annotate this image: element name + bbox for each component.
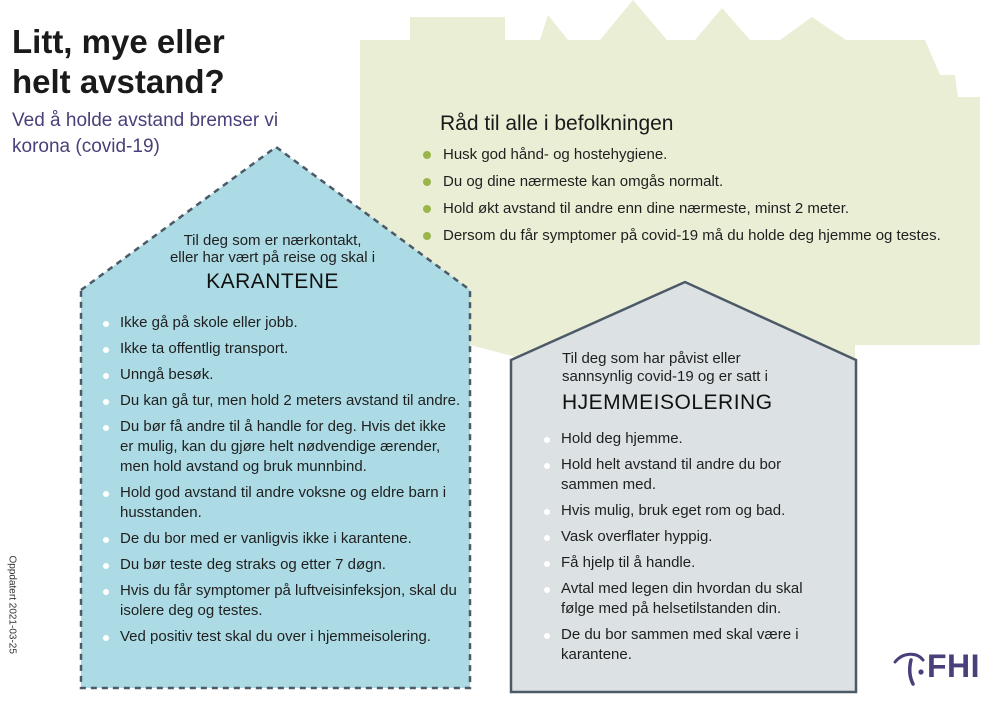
- subtitle-line-2: korona (covid-19): [12, 136, 160, 157]
- quarantine-item: Hvis du får symptomer på luftveisinfeksjon, skal du isolere deg og testes.: [100, 581, 462, 621]
- quarantine-intro: [140, 232, 405, 266]
- isolation-item: De du bor sammen med skal være i karantene.: [541, 625, 831, 665]
- quarantine-item: De du bor med er vanligvis ikke i karantene.: [100, 529, 462, 549]
- fhi-logo: [893, 648, 988, 690]
- quarantine-title: KARANTENE: [206, 270, 339, 293]
- quarantine-item: Ved positiv test skal du over i hjemmeisolering.: [100, 627, 462, 647]
- general-advice-item: Hold økt avstand til andre enn dine nærmeste, minst 2 meter.: [420, 199, 980, 226]
- general-advice-item: Dersom du får symptomer på covid-19 må du holde deg hjemme og testes.: [420, 226, 980, 253]
- isolation-list: [541, 429, 831, 671]
- fhi-logo-icon: [893, 648, 927, 690]
- isolation-title: HJEMMEISOLERING: [562, 391, 773, 414]
- quarantine-item: Unngå besøk.: [100, 365, 462, 385]
- page-title: [12, 22, 342, 102]
- quarantine-item: Du bør få andre til å handle for deg. Hvis det ikke er mulig, kan du gjøre helt nødvendige ærender, men hold avstand og bruk munnbind.: [100, 417, 462, 477]
- isolation-item: Hvis mulig, bruk eget rom og bad.: [541, 501, 831, 521]
- title-line-2: helt avstand?: [12, 63, 225, 100]
- general-advice-list: [420, 145, 980, 253]
- title-line-1: Litt, mye eller: [12, 23, 225, 60]
- isolation-item: Få hjelp til å handle.: [541, 553, 831, 573]
- subtitle-line-1: Ved å holde avstand bremser vi: [12, 110, 279, 131]
- isolation-item: Vask overflater hyppig.: [541, 527, 831, 547]
- general-advice-item: Husk god hånd- og hostehygiene.: [420, 145, 980, 172]
- isolation-item: Avtal med legen din hvordan du skal følge med på helsetilstanden din.: [541, 579, 831, 619]
- general-advice-item: Du og dine nærmeste kan omgås normalt.: [420, 172, 980, 199]
- updated-date: Oppdatert 2021-03-25: [6, 555, 18, 654]
- quarantine-list: [100, 313, 462, 653]
- general-advice-heading: Råd til alle i befolkningen: [440, 112, 674, 135]
- fhi-logo-text: FHI: [927, 648, 981, 684]
- page-subtitle: [12, 108, 342, 160]
- quarantine-item: Ikke gå på skole eller jobb.: [100, 313, 462, 333]
- quarantine-item: Ikke ta offentlig transport.: [100, 339, 462, 359]
- quarantine-item: Hold god avstand til andre voksne og eldre barn i husstanden.: [100, 483, 462, 523]
- isolation-intro: [562, 350, 822, 386]
- isolation-intro-line-2: sannsynlig covid-19 og er satt i: [562, 368, 768, 385]
- quarantine-intro-line-2: eller har vært på reise og skal i: [169, 249, 376, 266]
- quarantine-item: Du bør teste deg straks og etter 7 døgn.: [100, 555, 462, 575]
- isolation-item: Hold helt avstand til andre du bor sammen med.: [541, 455, 831, 495]
- quarantine-item: Du kan gå tur, men hold 2 meters avstand til andre.: [100, 391, 462, 411]
- isolation-item: Hold deg hjemme.: [541, 429, 831, 449]
- quarantine-intro-line-1: Til deg som er nærkontakt,: [183, 232, 362, 249]
- isolation-intro-line-1: Til deg som har påvist eller: [562, 350, 741, 367]
